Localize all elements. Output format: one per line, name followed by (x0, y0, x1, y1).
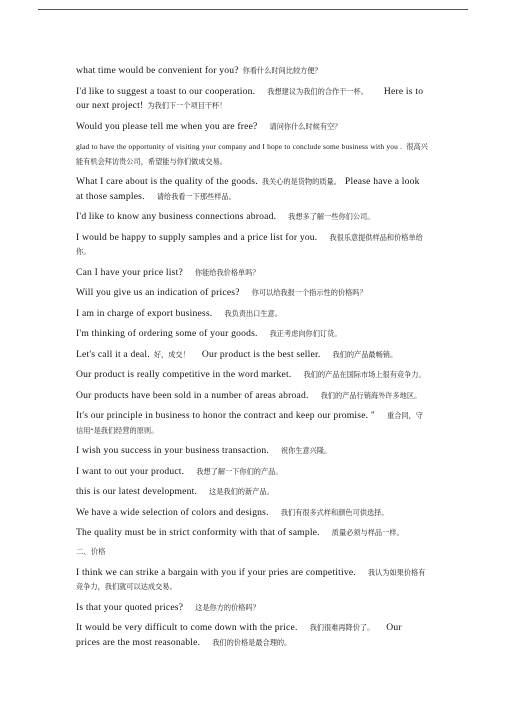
english-sentence: Please have a look at those samples. (76, 176, 420, 202)
english-sentence: I'd like to know any business connections abroad. (76, 211, 277, 222)
english-sentence: The quality must be in strict conformity with that of sample. (76, 527, 320, 538)
entry-7 (76, 230, 428, 259)
english-sentence: Is that your quoted prices? (76, 601, 184, 613)
top-rule (38, 9, 468, 10)
english-sentence: What I care about is the quality of the goods. (76, 176, 258, 187)
english-sentence: I am in charge of export business. (76, 307, 213, 319)
entry-17 (76, 464, 428, 479)
chinese-translation: 我很乐意提供样品和价格单给你。 (76, 233, 423, 256)
english-sentence: It's our principle in business to honor the contract and keep our promise. " (76, 410, 375, 421)
chinese-translation: 我想多了解一些你们公司。 (288, 213, 375, 221)
chinese-translation: 我想建议为我们的合作干一杯。 (267, 87, 368, 96)
entry-18 (76, 484, 428, 499)
chinese-translation: 我们的产品行销海外许多地区。 (320, 391, 422, 400)
entry-3 (76, 119, 428, 134)
chinese-translation: 我们有很多式样和颜色可供选择。 (280, 508, 389, 517)
entry-15 (76, 408, 428, 437)
english-sentence: this is our latest development. (76, 486, 198, 497)
english-sentence: Let's call it a deal. (76, 348, 150, 360)
english-sentence: Our product is the best seller. (201, 348, 321, 360)
english-sentence: what time would be convenient for you? (76, 65, 239, 76)
chinese-translation: 我想了解一下你们的产品。 (196, 467, 283, 476)
english-sentence: I'd like to suggest a toast to our cooperation. (76, 85, 256, 97)
chinese-translation: 我认为如果价格有竞争力，我们就可以达成交易。 (76, 568, 426, 591)
english-sentence: I'm thinking of ordering some of your goods. (76, 328, 258, 339)
chinese-translation: 你看什么时间比较方便？ (242, 67, 322, 75)
english-sentence: Will you give us an indication of prices? (76, 287, 240, 298)
chinese-translation: 我关心的是货物的质量。 (261, 178, 341, 186)
chinese-translation: 你能给我价格单吗？ (194, 268, 260, 277)
english-sentence: Our prices are the most reasonable. (76, 622, 402, 648)
chinese-translation: 我们的价格是最合理的。 (212, 638, 292, 647)
entry-12 (76, 347, 428, 362)
chinese-translation: 请问你什么时候有空？ (269, 122, 342, 131)
chinese-translation: 好，成交！ (153, 350, 190, 359)
chinese-translation: 重合同，守信用“是我们经营的原则。 (76, 412, 423, 435)
chinese-translation: 我负责出口生意。 (224, 309, 282, 318)
english-sentence: I think we can strike a bargain with you if your pries are competitive. (76, 566, 356, 578)
entry-2 (76, 84, 428, 113)
entry-6 (76, 209, 428, 224)
entry-11 (76, 326, 428, 341)
chinese-translation: 你可以给我报一个指示性的价格吗？ (251, 289, 367, 297)
english-sentence: Can I have your price list? (76, 266, 183, 278)
entry-9 (76, 285, 428, 300)
chinese-translation: 质量必须与样品一样。 (331, 529, 404, 537)
english-sentence: Our products have been sold in a number of areas abroad. (76, 389, 309, 401)
english-sentence: We have a wide selection of colors and designs. (76, 506, 269, 518)
document-body (76, 63, 428, 655)
chinese-translation: 我正考虑向你们订货。 (269, 330, 342, 338)
entry-13 (76, 367, 428, 382)
english-sentence: Would you please tell me when you are free? (76, 120, 258, 132)
chinese-translation: 请给我看一下那些样品。 (156, 192, 236, 201)
chinese-translation: 很高兴能有机会拜访贵公司，希望能与你们做成交易。 (76, 143, 428, 166)
entry-19 (76, 505, 428, 520)
entry-22 (76, 600, 428, 615)
entry-8 (76, 265, 428, 280)
entry-23 (76, 620, 428, 649)
chinese-translation: 这是你方的价格吗？ (195, 603, 260, 612)
entry-5 (76, 174, 428, 203)
chinese-translation: 祝你生意兴隆。 (280, 447, 332, 455)
chinese-translation: 我们很难再降价了。 (309, 624, 375, 632)
entry-4 (76, 139, 428, 168)
chinese-translation: 这是我们的新产品。 (209, 488, 274, 496)
entry-10 (76, 306, 428, 321)
chinese-translation: 我们的产品最畅销。 (332, 350, 398, 359)
entry-20 (76, 525, 428, 540)
entry-21 (76, 565, 428, 594)
english-sentence: glad to have the opportunity of visiting your company and I hope to conclude some business with you . (76, 142, 403, 151)
chinese-translation: 为我们下一个项目干杯！ (147, 102, 227, 110)
chinese-translation: 我们的产品在国际市场上很有竞争力。 (303, 371, 426, 379)
english-sentence: Here is to our next project! (76, 85, 424, 111)
english-sentence: I would be happy to supply samples and a price list for you. (76, 231, 318, 243)
entry-16 (76, 443, 428, 458)
english-sentence: It would be very difficult to come down with the price. (76, 622, 298, 633)
english-sentence: Our product is really competitive in the word market. (76, 369, 292, 380)
english-sentence: I wish you success in your business transaction. (76, 445, 269, 456)
entry-1 (76, 63, 428, 78)
section-heading: 二、价格 (76, 546, 106, 556)
english-sentence: I want to out your product. (76, 465, 185, 477)
entry-14 (76, 388, 428, 403)
